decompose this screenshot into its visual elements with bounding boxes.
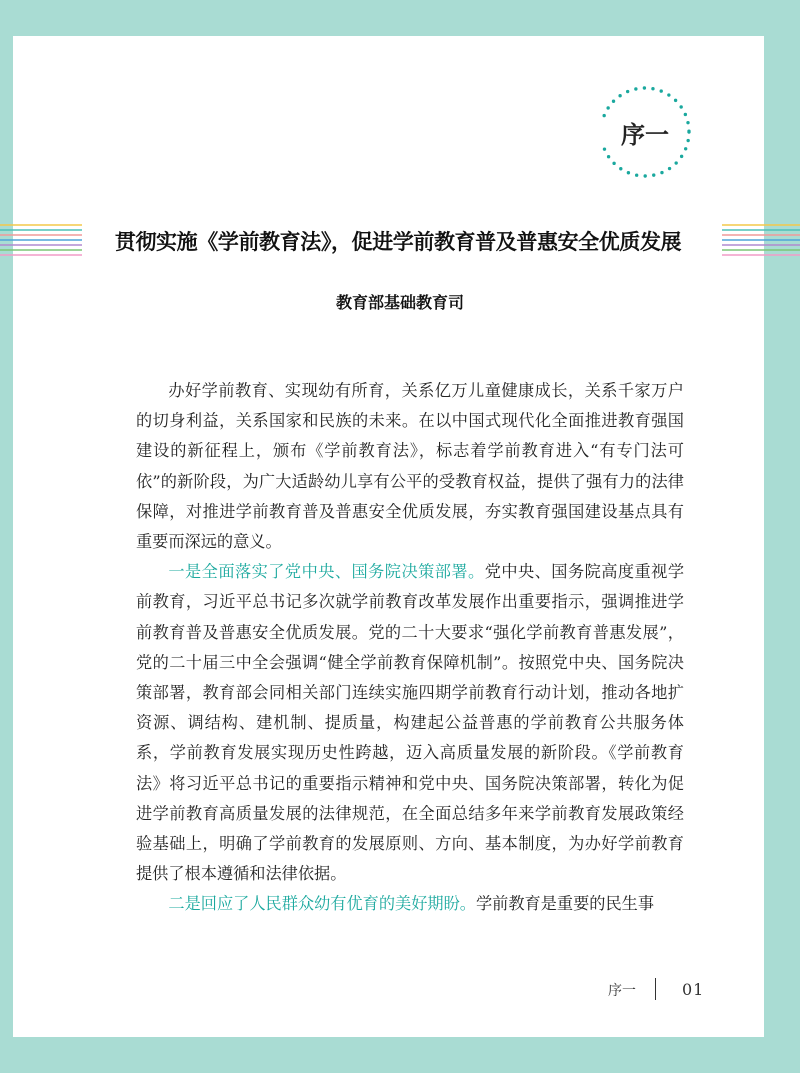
footer-section-label: 序一	[608, 983, 636, 999]
article-body	[136, 376, 684, 920]
paragraph-2	[136, 557, 684, 889]
striped-lines-left-icon	[0, 222, 82, 258]
section-badge	[597, 84, 693, 180]
article-title: 贯彻实施《学前教育法》，促进学前教育普及普惠安全优质发展	[114, 230, 682, 254]
top-band	[0, 0, 800, 36]
paragraph-2-text: 党中央、国务院高度重视学前教育，习近平总书记多次就学前教育改革发展作出重要指示，强调推进学前教育普及普惠安全优质发展。党的二十大要求“强化学前教育普惠发展”，党的二十届三中全会强调“健全学前教育保障机制”。按照党中央、国务院决策部署，教育部会同相关部门连续实施四期学前教育行动计划，推动各地扩资源、调结构、建机制、提质量，构建起公益普惠的学前教育公共服务体系，学前教育发展实现历史性跨越，迈入高质量发展的新阶段。《学前教育法》将习近平总书记的重要指示精神和党中央、国务院决策部署，转化为促进学前教育高质量发展的法律规范，在全面总结多年来学前教育发展政策经验基础上，明确了学前教育的发展原则、方向、基本制度，为办好学前教育提供了根本遵循和法律依据。	[136, 562, 685, 884]
right-band	[764, 0, 800, 1073]
paragraph-3	[136, 889, 684, 919]
page-number: 01	[682, 980, 705, 999]
paragraph-3-highlight: 二是回应了人民群众幼有优育的美好期盼。	[168, 894, 476, 914]
article-author: 教育部基础教育司	[335, 293, 464, 312]
footer-divider	[655, 978, 656, 1000]
paragraph-3-text: 学前教育是重要的民生事	[475, 894, 655, 914]
section-badge-label: 序一	[621, 120, 669, 149]
bottom-band	[0, 1037, 800, 1073]
paragraph-1: 办好学前教育、实现幼有所育，关系亿万儿童健康成长，关系千家万户的切身利益，关系国家和民族的未来。在以中国式现代化全面推进教育强国建设的新征程上，颁布《学前教育法》，标志着学前教育进入“有专门法可依”的新阶段，为广大适龄幼儿享有公平的受教育权益，提供了强有力的法律保障，对推进学前教育普及普惠安全优质发展，夯实教育强国建设基点具有重要而深远的意义。	[136, 381, 684, 552]
striped-lines-right-icon	[722, 222, 800, 258]
paragraph-2-highlight: 一是全面落实了党中央、国务院决策部署。	[168, 562, 485, 582]
